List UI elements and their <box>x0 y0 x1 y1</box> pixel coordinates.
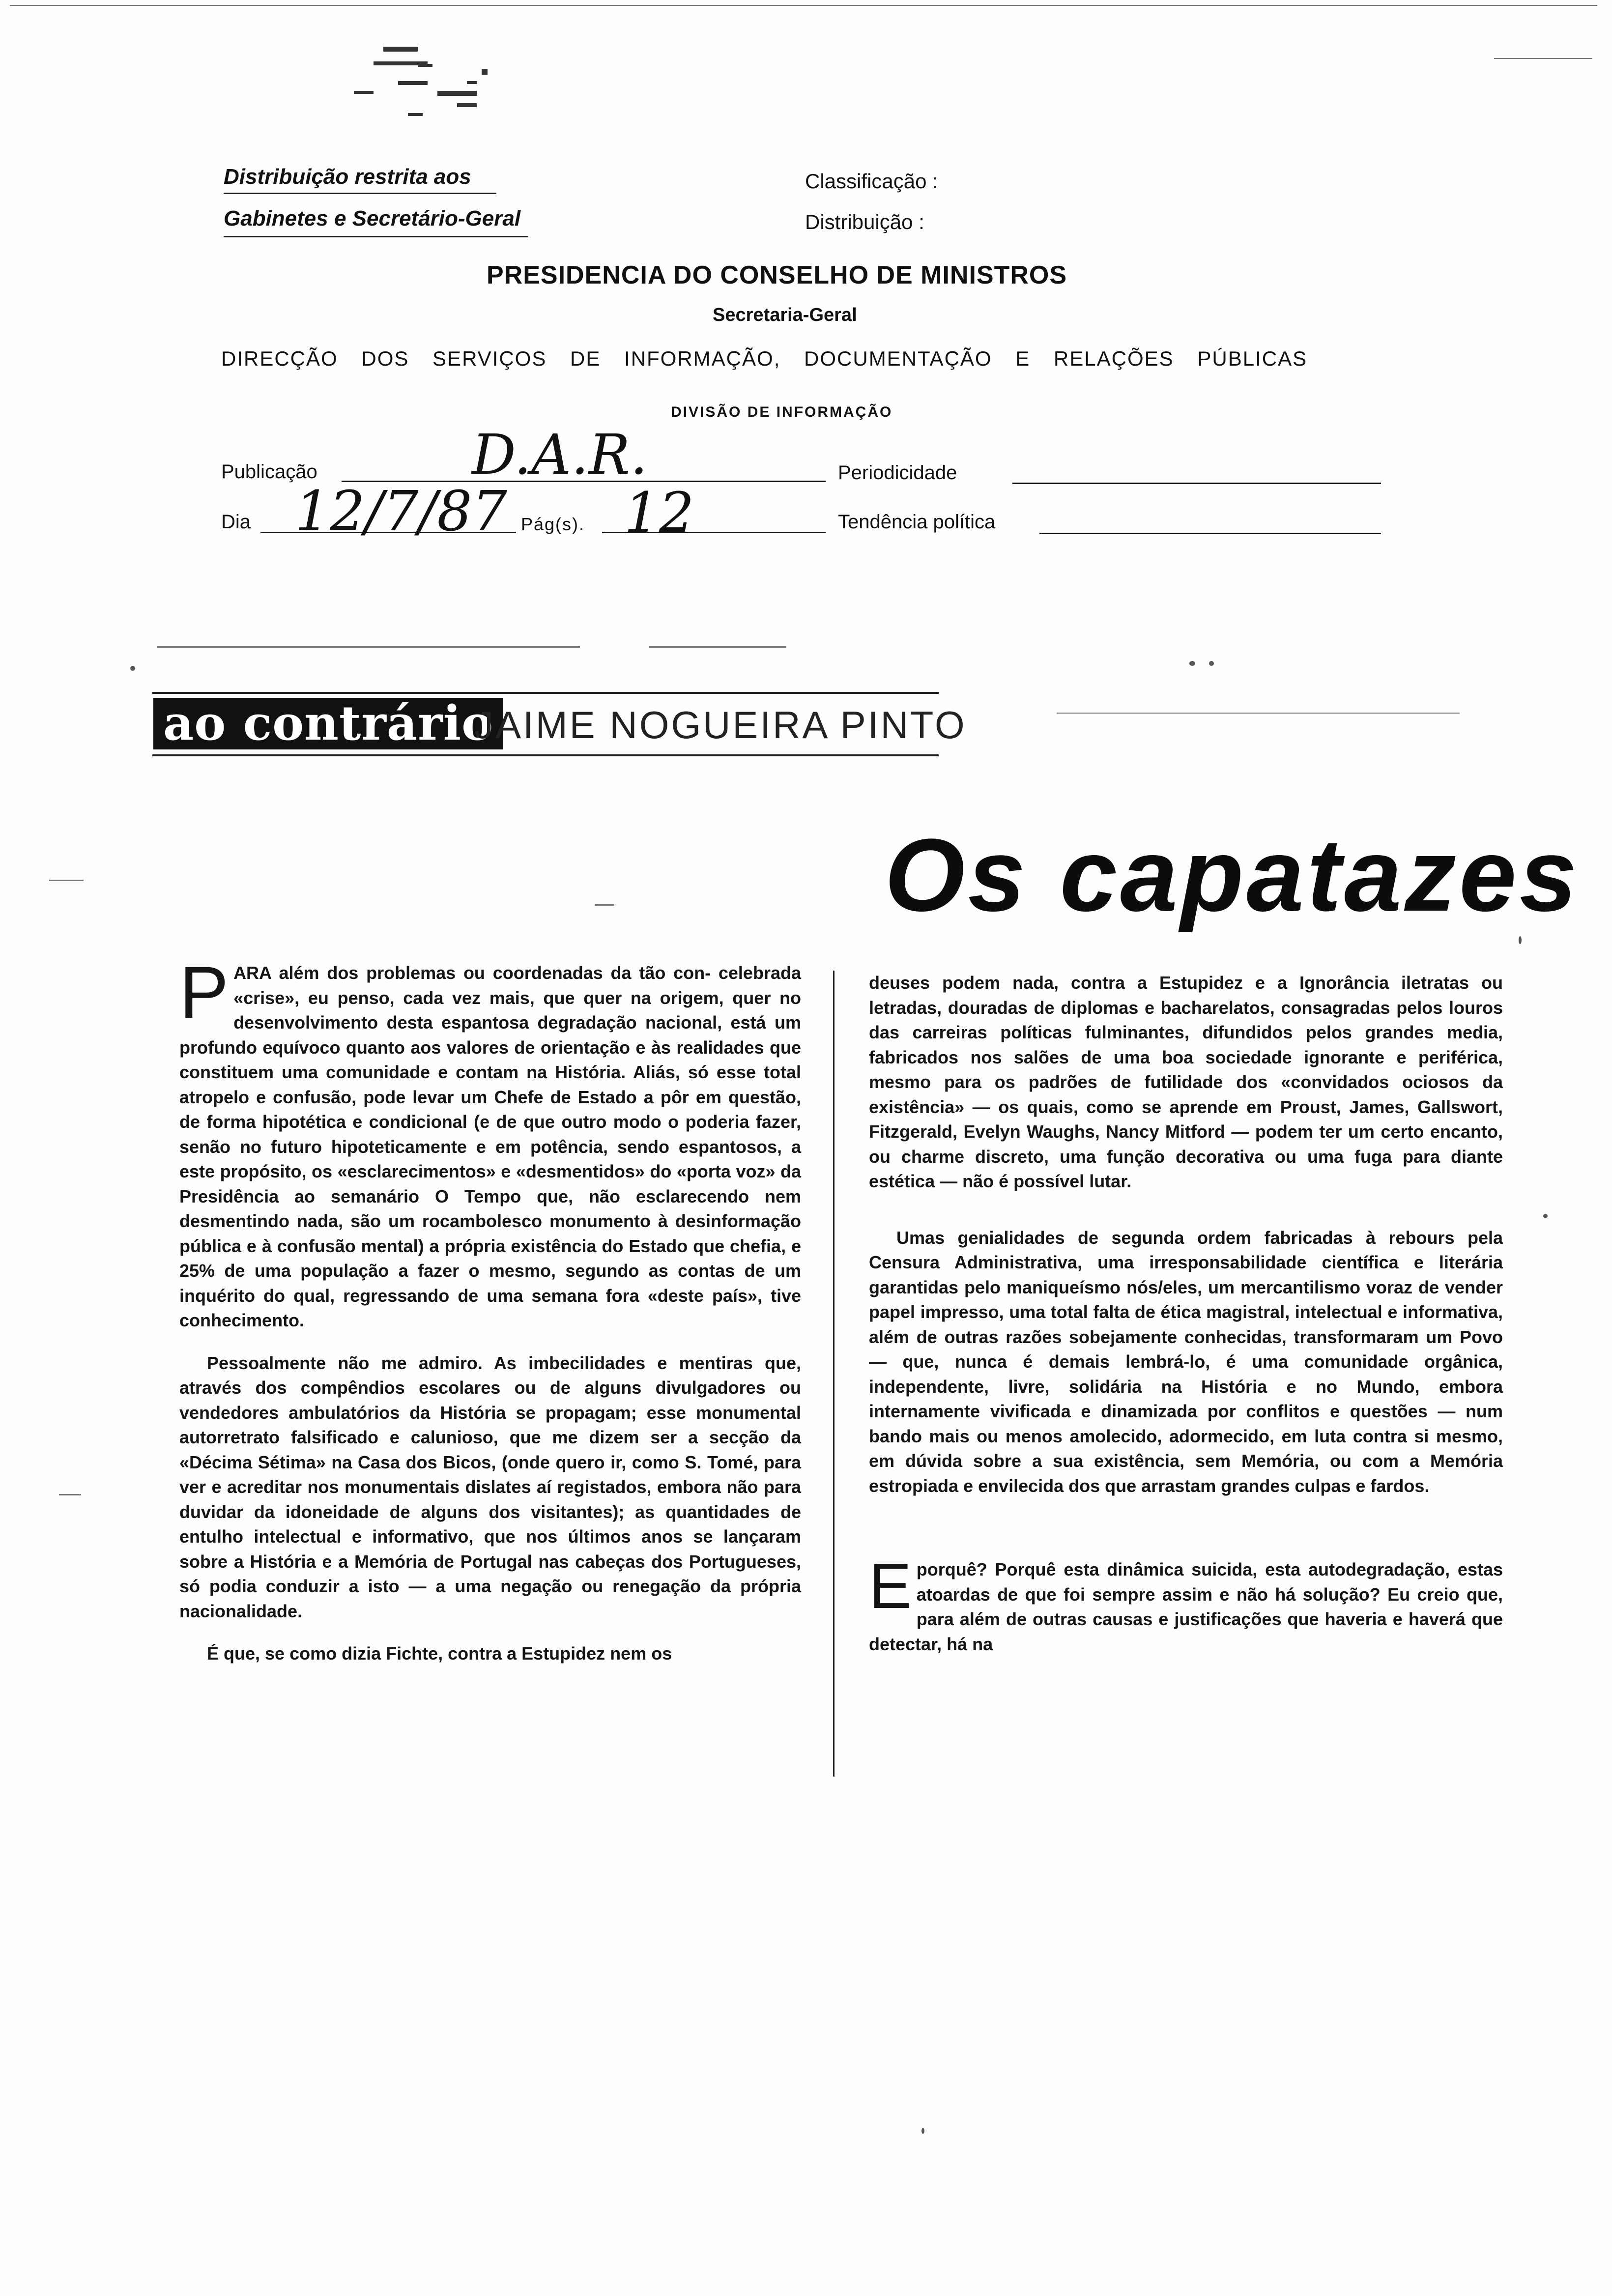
publicacao-handwritten: D.A.R. <box>472 423 648 487</box>
direccao-line: DIRECÇÃO DOS SERVIÇOS DE INFORMAÇÃO, DOCUMENTAÇÃO E RELAÇÕES PÚBLICAS <box>221 347 1308 370</box>
scan-speck <box>1543 1214 1548 1218</box>
dia-label: Dia <box>221 511 251 533</box>
distribution-line-1: Distribuição restrita aos <box>224 165 471 189</box>
scan-mark <box>1494 58 1592 59</box>
article-headline: Os capatazes <box>885 817 1580 933</box>
col1-paragraph-3: É que, se como dizia Fichte, contra a Estupidez nem os <box>207 1643 672 1664</box>
separator-rule-left <box>157 646 580 648</box>
scan-speck <box>1519 936 1522 944</box>
scan-dash <box>59 1494 81 1495</box>
scan-top-rule <box>10 5 1597 6</box>
scan-dash <box>595 904 614 906</box>
col1-paragraph-2: Pessoalmente não me admiro. As imbecilidades e mentiras que, através dos compêndios escolares ou de alguns divulgadores ou vendedores ambulatórios da História se propagam; esse monumental autorretrato falsificado e calunioso, que me dizem ser a secção da «Décima Sétima» na Casa dos Bicos, (onde quero ir, como S. Tomé, para ver e acreditar nos monumentais dislates aí registados, embora não para duvidar da idoneidade de alguns dos visitantes); as quantidades de entulho intelectual e informativo, que nos últimos anos se lançaram sobre a História e a Memória de Portugal nas cabeças dos Portugueses, só podia conduzir a isto — a uma negação ou renegação da própria nacionalidade. <box>179 1352 801 1621</box>
distribution-line-2: Gabinetes e Secretário-Geral <box>224 206 521 230</box>
stamp-smudge <box>344 34 521 123</box>
office-title: PRESIDENCIA DO CONSELHO DE MINISTROS <box>487 261 1067 289</box>
article-column-2 <box>869 971 1503 1674</box>
col2-paragraph-1: deuses podem nada, contra a Estupidez e a Ignorância iletratas ou letradas, douradas de diplomas e bacharelatos, consagradas pelos louros das carreiras políticas fulminantes, difundidos pelos grandes media, fabricados nos salões de uma boa sociedade ignorante e periférica, mesmo para os padrões de futilidade dos «convidados ociosos da existência» — os quais, como se aprende em Proust, James, Gallswort, Fitzgerald, Evelyn Waughs, Nancy Mitford — podem ter um certo encanto, ou charme discreto, uma função decorativa ou uma fuga para diante estética — não é possível lutar. <box>869 973 1503 1191</box>
distribution-underline-1 <box>224 193 496 194</box>
col1-paragraph-1: ARA além dos problemas ou coordenadas da tão con- celebrada «crise», eu penso, cada vez mais, que quer na origem, quer no desenvolvimento desta espantosa degradação nacional, está um profundo equívoco quanto aos valores de orientação e às realidades que constituem uma comunidade e contam na História. Aliás, só esse total atropelo e confusão, pode levar um Chefe de Estado a pôr em questão, de forma hipotética e condicional (e de que outro modo o poderia fazer, senão no futuro hipoteticamente e em potência, sendo espantosos, a este propósito, os «esclarecimentos» e «desmentidos» do «porta voz» da Presidência ao semanário O Tempo que, não esclarecendo nem desmentindo nada, são um rocambolesco monumento à desinformação pública e à confusão mental) a própria existência do Estado que chefia, e 25% de uma população a fazer o mesmo, segundo as contas de um inquérito do qual, regressando de uma semana fora «deste país», tive conhecimento. <box>179 963 801 1330</box>
distribution-underline-2 <box>224 236 528 237</box>
dia-handwritten: 12/7/87 <box>295 480 507 544</box>
column-divider <box>833 971 835 1777</box>
periodicidade-label: Periodicidade <box>838 462 957 484</box>
pags-handwritten: 12 <box>624 481 694 545</box>
distribuicao-label: Distribuição : <box>805 210 924 233</box>
masthead-top-rule <box>152 692 939 694</box>
author-name: JAIME NOGUEIRA PINTO <box>474 703 967 746</box>
scan-dash <box>49 880 84 881</box>
masthead-faint-rule <box>1057 713 1460 714</box>
classificacao-label: Classificação : <box>805 170 938 193</box>
tendencia-label: Tendência política <box>838 511 996 533</box>
publicacao-label: Publicação <box>221 461 317 483</box>
scan-speck <box>1209 661 1214 666</box>
tendencia-line <box>1039 533 1381 534</box>
col2-paragraph-3: porquê? Porquê esta dinâmica suicida, esta autodegradação, estas atoardas de que foi sempre assim e não há solução? Eu creio que, para além de outras causas e justificações que haveria e haverá que detectar, há na <box>869 1559 1503 1654</box>
periodicidade-line <box>1012 483 1381 484</box>
divisao-line: DIVISÃO DE INFORMAÇÃO <box>671 404 893 420</box>
scan-speck <box>130 666 135 671</box>
dropcap-e: E <box>869 1550 912 1622</box>
masthead-bottom-rule <box>152 754 939 756</box>
pags-label: Pág(s). <box>521 514 585 534</box>
col2-paragraph-2: Umas genialidades de segunda ordem fabricadas à rebours pela Censura Administrativa, uma irresponsabilidade científica e literária garantidas pelo maniqueísmo nós/eles, um mercantilismo voraz de vender papel impresso, uma total falta de ética magistral, intelectual e informativa, além de outras razões sobejamente conhecidas, transformaram um Povo — que, nunca é demais lembrá-lo, é uma comunidade orgânica, independente, livre, solidária na História e no Mundo, embora internamente vivificada e dinamizada por conflitos e questões — num bando mais ou menos amolecido, adormecido, em luta contra si mesmo, em dúvida sobre a sua existência, sem Memória, ou com a Memória estropiada e envilecida dos que arrastam grandes culpas e fardos. <box>869 1227 1503 1496</box>
scan-speck <box>1189 661 1195 666</box>
article-column-1 <box>179 951 801 1684</box>
scan-speck <box>921 2128 924 2134</box>
column-name-box: ao contrário <box>153 698 503 749</box>
dropcap-p: P <box>179 951 229 1033</box>
secretaria-geral: Secretaria-Geral <box>713 305 857 325</box>
separator-rule-mid <box>649 646 786 648</box>
